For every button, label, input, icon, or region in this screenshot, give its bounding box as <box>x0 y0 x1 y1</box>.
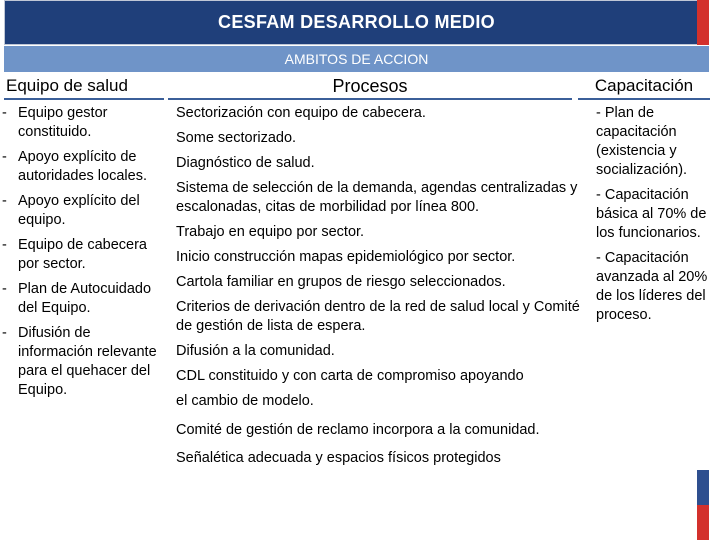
list-item-text: Plan de Autocuidado del Equipo. <box>18 281 152 316</box>
red-accent-tab <box>697 0 709 45</box>
list-item <box>2 104 166 142</box>
capacitacion-list <box>596 104 714 331</box>
list-item-text: Equipo gestor constituido. <box>18 105 108 140</box>
list-item: - Capacitación básica al 70% de los funcionarios. <box>596 187 707 241</box>
list-item: - Capacitación avanzada al 20% de los líderes del proceso. <box>596 250 708 323</box>
page-title-text: CESFAM DESARROLLO MEDIO <box>218 12 495 32</box>
procesos-list <box>176 104 580 474</box>
column-header-capacitacion-text: Capacitación <box>594 76 694 95</box>
bullet-dash: - <box>2 105 7 121</box>
list-item: CDL constituido y con carta de compromiso apoyando <box>176 368 524 384</box>
bullet-dash: - <box>2 325 7 341</box>
column-header-equipo-text: Equipo de salud <box>6 76 128 95</box>
bullet-dash: - <box>2 149 7 165</box>
list-item: - Plan de capacitación (existencia y socialización). <box>596 105 688 178</box>
bullet-dash: - <box>2 237 7 253</box>
column-header-capacitacion <box>578 74 710 100</box>
red-accent-tab-bottom <box>697 505 709 540</box>
column-header-equipo <box>4 74 164 100</box>
bullet-dash: - <box>2 281 7 297</box>
list-item: Comité de gestión de reclamo incorpora a la comunidad. <box>176 422 540 438</box>
section-subtitle <box>4 46 709 72</box>
list-item: Some sectorizado. <box>176 130 297 146</box>
column-header-procesos <box>168 74 572 100</box>
blue-accent-tab <box>697 470 709 505</box>
list-item <box>2 148 166 186</box>
right-edge <box>715 0 720 540</box>
section-subtitle-text: AMBITOS DE ACCION <box>284 51 429 67</box>
list-item-text: Difusión de información relevante para el quehacer del Equipo. <box>18 325 157 398</box>
page-title <box>4 0 709 45</box>
list-item-text: Equipo de cabecera por sector. <box>18 237 147 272</box>
list-item: el cambio de modelo. <box>176 393 314 409</box>
list-item <box>2 192 166 230</box>
equipo-list <box>2 104 166 406</box>
list-item: Difusión a la comunidad. <box>176 343 335 359</box>
bullet-dash: - <box>2 193 7 209</box>
list-item: Señalética adecuada y espacios físicos protegidos <box>176 450 501 466</box>
list-item: Cartola familiar en grupos de riesgo seleccionados. <box>176 274 506 290</box>
list-item <box>2 236 166 274</box>
list-item-text: Apoyo explícito del equipo. <box>18 193 140 228</box>
list-item: Sectorización con equipo de cabecera. <box>176 105 426 121</box>
list-item: Sistema de selección de la demanda, agendas centralizadas y escalonadas, citas de morbilidad por línea 800. <box>176 180 578 215</box>
column-header-procesos-text: Procesos <box>332 75 408 96</box>
list-item: Criterios de derivación dentro de la red de salud local y Comité de gestión de lista de espera. <box>176 299 580 334</box>
list-item <box>2 324 166 400</box>
list-item: Diagnóstico de salud. <box>176 155 315 171</box>
list-item-text: Apoyo explícito de autoridades locales. <box>18 149 147 184</box>
list-item <box>2 280 166 318</box>
list-item: Inicio construcción mapas epidemiológico por sector. <box>176 249 516 265</box>
list-item: Trabajo en equipo por sector. <box>176 224 365 240</box>
